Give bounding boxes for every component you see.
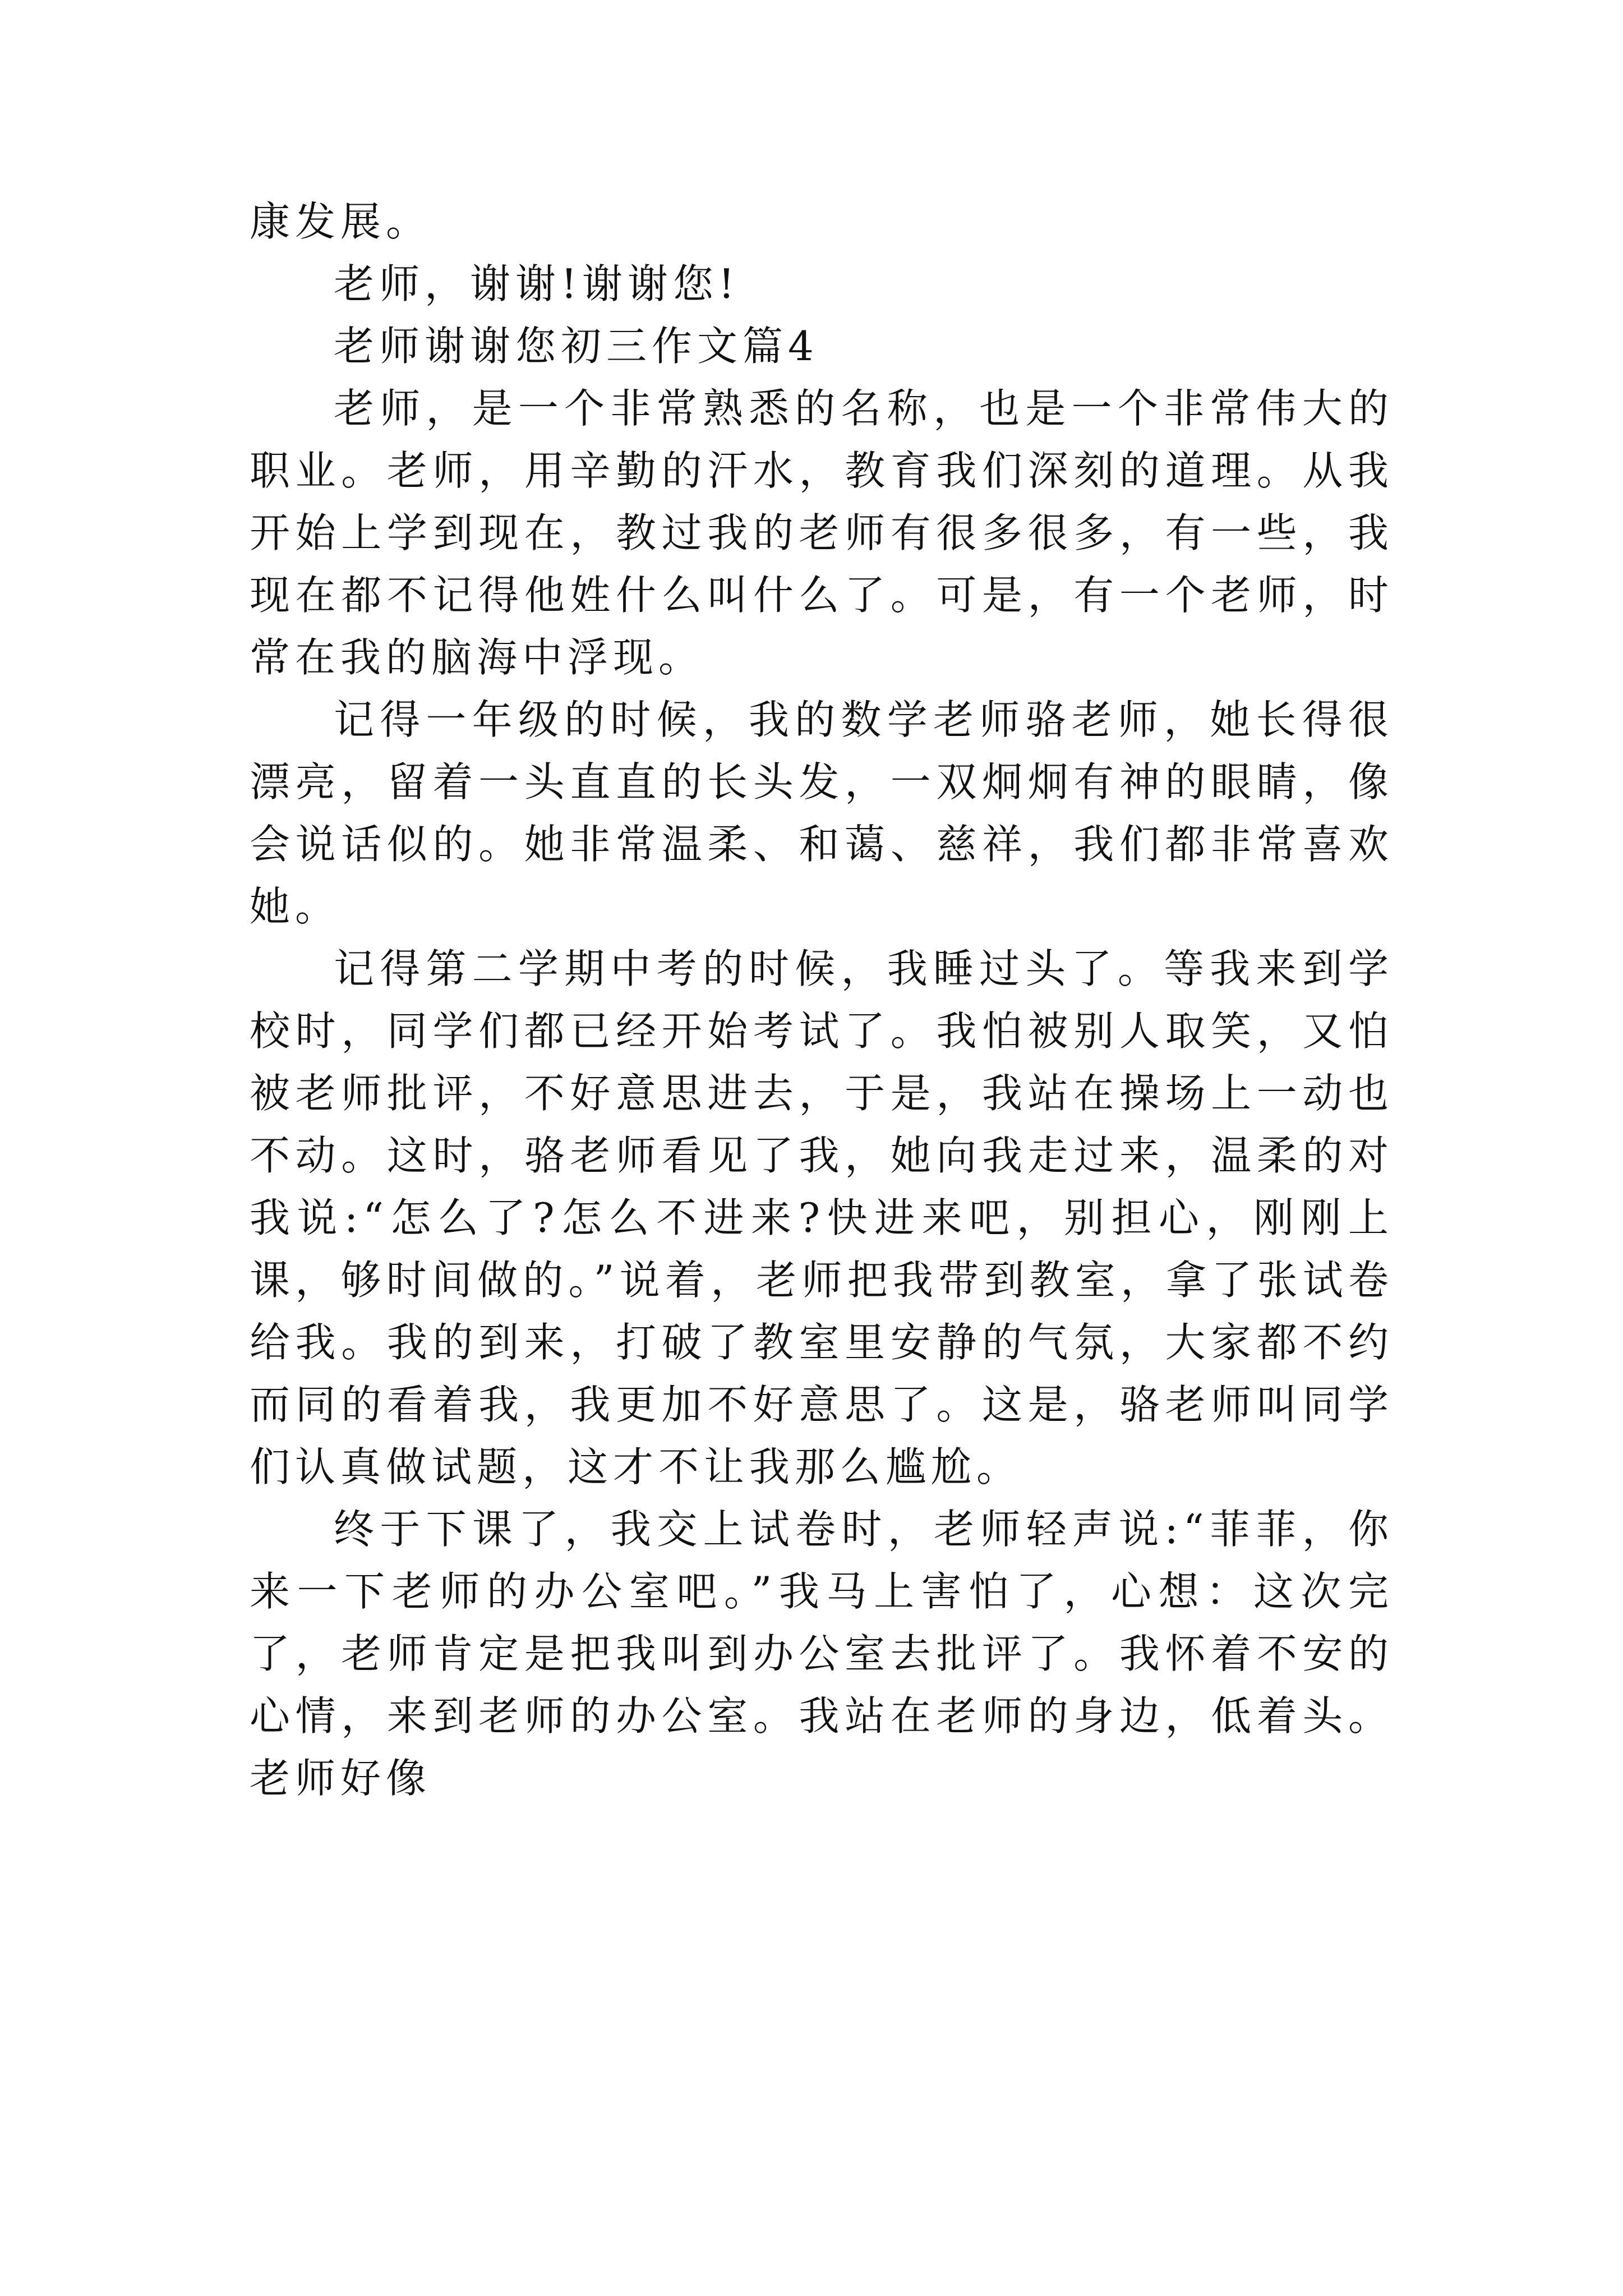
paragraph-office-story: 终于下课了，我交上试卷时，老师轻声说:“菲菲，你来一下老师的办公室吧。”我马上害怕了，心想：这次完了，老师肯定是把我叫到办公室去批评了。我怀着不安的心情，来到老师的办公室。我站在老师的身边，低着头。老师好像 [250,1506,1394,1802]
paragraph-teacher-description: 记得一年级的时候，我的数学老师骆老师，她长得很漂亮，留着一头直直的长头发，一双炯炯有神的眼睛，像会说话似的。她非常温柔、和蔼、慈祥，我们都非常喜欢她。 [250,696,1394,930]
document-body [250,191,1394,1810]
paragraph-continuation: 康发展。 [250,198,432,245]
paragraph-intro: 老师，是一个非常熟悉的名称，也是一个非常伟大的职业。老师，用辛勤的汗水，教育我们深刻的道理。从我开始上学到现在，教过我的老师有很多很多，有一些，我现在都不记得他姓什么叫什么了。可是，有一个老师，时常在我的脑海中浮现。 [250,385,1394,681]
paragraph-exam-story: 记得第二学期中考的时候，我睡过头了。等我来到学校时，同学们都已经开始考试了。我怕被别人取笑，又怕被老师批评，不好意思进去，于是，我站在操场上一动也不动。这时，骆老师看见了我，她向我走过来，温柔的对我说:“怎么了?怎么不进来?快进来吧，别担心，刚刚上课，够时间做的。”说着，老师把我带到教室，拿了张试卷给我。我的到来，打破了教室里安静的气氛，大家都不约而同的看着我，我更加不好意思了。这是，骆老师叫同学们认真做试题，这才不让我那么尴尬。 [250,945,1394,1490]
section-heading: 老师谢谢您初三作文篇4 [334,323,819,370]
paragraph-thanks: 老师，谢谢!谢谢您! [334,260,740,307]
